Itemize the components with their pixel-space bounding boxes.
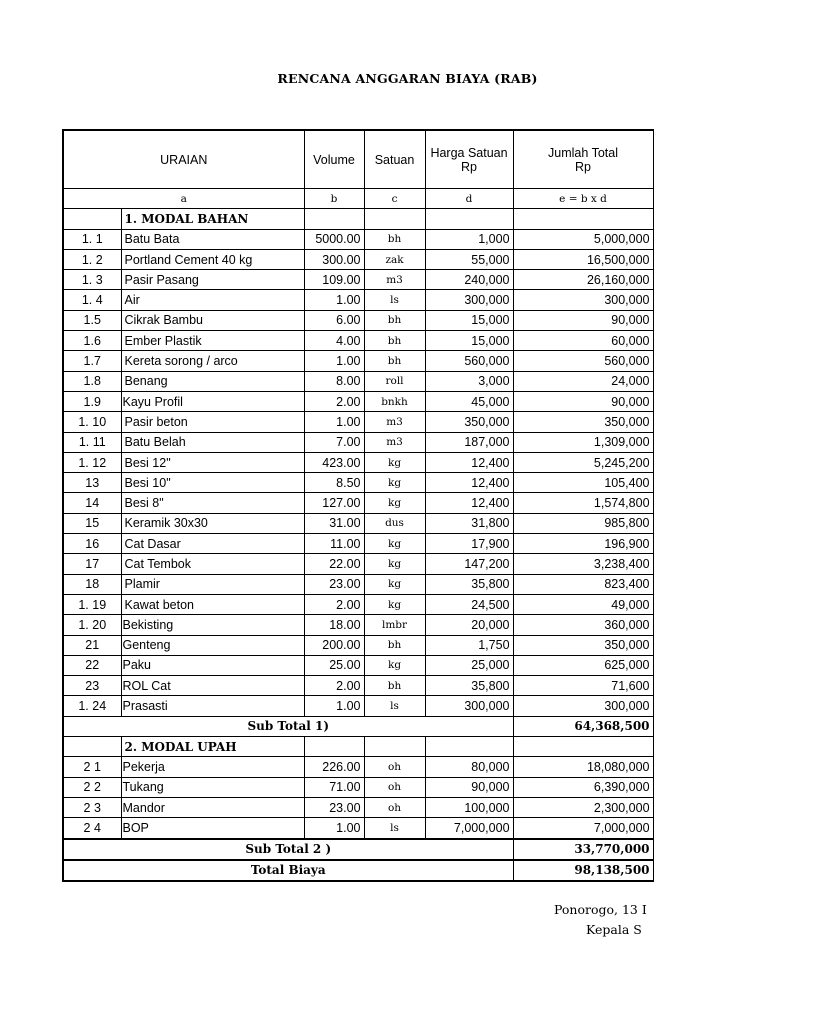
item-satuan: bnkh bbox=[364, 391, 425, 411]
item-name: Mandor bbox=[121, 797, 304, 817]
item-name: ROL Cat bbox=[121, 676, 304, 696]
item-satuan: kg bbox=[364, 473, 425, 493]
item-satuan: kg bbox=[364, 554, 425, 574]
table-row bbox=[63, 818, 653, 839]
table-row bbox=[63, 696, 653, 716]
item-name: Genteng bbox=[121, 635, 304, 655]
item-harga: 350,000 bbox=[425, 412, 513, 432]
subtotal-label: Sub Total 2 ) bbox=[63, 839, 513, 860]
item-name: Kayu Profil bbox=[121, 391, 304, 411]
item-harga: 12,400 bbox=[425, 473, 513, 493]
item-volume: 423.00 bbox=[304, 452, 364, 472]
item-harga: 1,000 bbox=[425, 229, 513, 249]
item-harga: 1,750 bbox=[425, 635, 513, 655]
item-number: 14 bbox=[63, 493, 121, 513]
item-volume: 6.00 bbox=[304, 310, 364, 330]
letter-e: e = b x d bbox=[513, 189, 653, 209]
item-volume: 1.00 bbox=[304, 818, 364, 839]
item-volume: 25.00 bbox=[304, 655, 364, 675]
table-row bbox=[63, 331, 653, 351]
item-satuan: lmbr bbox=[364, 615, 425, 635]
item-satuan: bh bbox=[364, 310, 425, 330]
item-number: 1.9 bbox=[63, 391, 121, 411]
footer-signer: Kepala S bbox=[586, 922, 642, 937]
item-satuan: m3 bbox=[364, 432, 425, 452]
item-harga: 300,000 bbox=[425, 290, 513, 310]
item-harga: 24,500 bbox=[425, 594, 513, 614]
header-harga-line2: Rp bbox=[461, 159, 477, 174]
item-jumlah: 300,000 bbox=[513, 290, 653, 310]
table-row bbox=[63, 391, 653, 411]
item-name: Pekerja bbox=[121, 757, 304, 777]
item-name: Batu Bata bbox=[121, 229, 304, 249]
item-jumlah: 26,160,000 bbox=[513, 270, 653, 290]
item-satuan: dus bbox=[364, 513, 425, 533]
item-jumlah: 71,600 bbox=[513, 676, 653, 696]
total-label: Total Biaya bbox=[63, 860, 513, 881]
item-harga: 35,800 bbox=[425, 676, 513, 696]
item-harga: 12,400 bbox=[425, 452, 513, 472]
item-name: Pasir Pasang bbox=[121, 270, 304, 290]
header-jumlah bbox=[513, 130, 653, 189]
item-satuan: m3 bbox=[364, 270, 425, 290]
item-number: 17 bbox=[63, 554, 121, 574]
letter-d: d bbox=[425, 189, 513, 209]
subtotal-label: Sub Total 1) bbox=[63, 716, 513, 736]
footer-place-date: Ponorogo, 13 I bbox=[554, 902, 647, 917]
item-number: 22 bbox=[63, 655, 121, 675]
item-volume: 2.00 bbox=[304, 676, 364, 696]
item-name: Benang bbox=[121, 371, 304, 391]
item-name: Keramik 30x30 bbox=[121, 513, 304, 533]
table-row bbox=[63, 554, 653, 574]
item-jumlah: 6,390,000 bbox=[513, 777, 653, 797]
item-name: Batu Belah bbox=[121, 432, 304, 452]
item-jumlah: 1,309,000 bbox=[513, 432, 653, 452]
item-number: 23 bbox=[63, 676, 121, 696]
table-row bbox=[63, 473, 653, 493]
item-volume: 1.00 bbox=[304, 351, 364, 371]
item-volume: 1.00 bbox=[304, 696, 364, 716]
item-name: BOP bbox=[121, 818, 304, 839]
item-number: 21 bbox=[63, 635, 121, 655]
item-name: Ember Plastik bbox=[121, 331, 304, 351]
item-volume: 22.00 bbox=[304, 554, 364, 574]
item-name: Paku bbox=[121, 655, 304, 675]
item-satuan: roll bbox=[364, 371, 425, 391]
table-row bbox=[63, 615, 653, 635]
item-number: 2 3 bbox=[63, 797, 121, 817]
item-jumlah: 560,000 bbox=[513, 351, 653, 371]
table-row bbox=[63, 371, 653, 391]
item-number: 13 bbox=[63, 473, 121, 493]
item-jumlah: 49,000 bbox=[513, 594, 653, 614]
section1-title-row bbox=[63, 209, 653, 229]
item-number: 2 4 bbox=[63, 818, 121, 839]
subtotal-row bbox=[63, 839, 653, 860]
item-number: 1. 19 bbox=[63, 594, 121, 614]
item-number: 1.7 bbox=[63, 351, 121, 371]
item-satuan: kg bbox=[364, 594, 425, 614]
item-volume: 2.00 bbox=[304, 391, 364, 411]
item-number: 1.6 bbox=[63, 331, 121, 351]
item-number: 1. 20 bbox=[63, 615, 121, 635]
item-number: 16 bbox=[63, 534, 121, 554]
item-volume: 7.00 bbox=[304, 432, 364, 452]
item-name: Tukang bbox=[121, 777, 304, 797]
item-satuan: bh bbox=[364, 351, 425, 371]
item-number: 1. 2 bbox=[63, 249, 121, 269]
table-row bbox=[63, 534, 653, 554]
item-satuan: oh bbox=[364, 797, 425, 817]
item-harga: 147,200 bbox=[425, 554, 513, 574]
item-harga: 7,000,000 bbox=[425, 818, 513, 839]
table-row bbox=[63, 432, 653, 452]
subtotal-value: 64,368,500 bbox=[513, 716, 653, 736]
item-name: Besi 8" bbox=[121, 493, 304, 513]
item-volume: 23.00 bbox=[304, 797, 364, 817]
table-row bbox=[63, 594, 653, 614]
total-row bbox=[63, 860, 653, 881]
item-satuan: oh bbox=[364, 757, 425, 777]
item-number: 1.5 bbox=[63, 310, 121, 330]
table-row bbox=[63, 452, 653, 472]
item-number: 1. 10 bbox=[63, 412, 121, 432]
item-volume: 300.00 bbox=[304, 249, 364, 269]
item-volume: 18.00 bbox=[304, 615, 364, 635]
item-volume: 200.00 bbox=[304, 635, 364, 655]
item-volume: 1.00 bbox=[304, 290, 364, 310]
item-harga: 15,000 bbox=[425, 310, 513, 330]
table-row bbox=[63, 676, 653, 696]
subtotal-value: 33,770,000 bbox=[513, 839, 653, 860]
subtotal-row bbox=[63, 716, 653, 736]
item-number: 1. 11 bbox=[63, 432, 121, 452]
rab-table bbox=[62, 129, 654, 882]
table-row bbox=[63, 513, 653, 533]
item-satuan: kg bbox=[364, 493, 425, 513]
section2-title: 2. MODAL UPAH bbox=[121, 737, 304, 757]
table-row bbox=[63, 655, 653, 675]
table-row bbox=[63, 757, 653, 777]
table-row bbox=[63, 797, 653, 817]
item-harga: 187,000 bbox=[425, 432, 513, 452]
item-name: Pasir beton bbox=[121, 412, 304, 432]
item-name: Plamir bbox=[121, 574, 304, 594]
item-jumlah: 350,000 bbox=[513, 635, 653, 655]
item-satuan: kg bbox=[364, 534, 425, 554]
item-jumlah: 823,400 bbox=[513, 574, 653, 594]
item-harga: 240,000 bbox=[425, 270, 513, 290]
item-volume: 226.00 bbox=[304, 757, 364, 777]
item-harga: 3,000 bbox=[425, 371, 513, 391]
item-satuan: ls bbox=[364, 818, 425, 839]
item-name: Kawat beton bbox=[121, 594, 304, 614]
item-satuan: kg bbox=[364, 452, 425, 472]
item-harga: 100,000 bbox=[425, 797, 513, 817]
item-jumlah: 2,300,000 bbox=[513, 797, 653, 817]
item-jumlah: 60,000 bbox=[513, 331, 653, 351]
item-jumlah: 196,900 bbox=[513, 534, 653, 554]
header-satuan: Satuan bbox=[364, 130, 425, 189]
item-satuan: zak bbox=[364, 249, 425, 269]
item-harga: 31,800 bbox=[425, 513, 513, 533]
item-jumlah: 90,000 bbox=[513, 391, 653, 411]
table-row bbox=[63, 310, 653, 330]
item-harga: 35,800 bbox=[425, 574, 513, 594]
item-name: Air bbox=[121, 290, 304, 310]
item-name: Cat Dasar bbox=[121, 534, 304, 554]
item-jumlah: 24,000 bbox=[513, 371, 653, 391]
item-jumlah: 300,000 bbox=[513, 696, 653, 716]
item-volume: 5000.00 bbox=[304, 229, 364, 249]
item-number: 2 1 bbox=[63, 757, 121, 777]
letter-c: c bbox=[364, 189, 425, 209]
item-number: 1. 1 bbox=[63, 229, 121, 249]
table-row bbox=[63, 412, 653, 432]
item-jumlah: 5,245,200 bbox=[513, 452, 653, 472]
item-name: Cikrak Bambu bbox=[121, 310, 304, 330]
letter-b: b bbox=[304, 189, 364, 209]
item-number: 1. 4 bbox=[63, 290, 121, 310]
item-name: Besi 10" bbox=[121, 473, 304, 493]
item-harga: 15,000 bbox=[425, 331, 513, 351]
table-row bbox=[63, 290, 653, 310]
rab-table-container bbox=[62, 129, 650, 879]
item-volume: 23.00 bbox=[304, 574, 364, 594]
item-harga: 17,900 bbox=[425, 534, 513, 554]
item-jumlah: 625,000 bbox=[513, 655, 653, 675]
item-volume: 1.00 bbox=[304, 412, 364, 432]
item-number: 2 2 bbox=[63, 777, 121, 797]
item-jumlah: 16,500,000 bbox=[513, 249, 653, 269]
item-name: Kereta sorong / arco bbox=[121, 351, 304, 371]
letter-a: a bbox=[63, 189, 304, 209]
header-jumlah-line1: Jumlah Total bbox=[548, 145, 618, 160]
header-harga bbox=[425, 130, 513, 189]
item-volume: 11.00 bbox=[304, 534, 364, 554]
item-harga: 45,000 bbox=[425, 391, 513, 411]
item-harga: 90,000 bbox=[425, 777, 513, 797]
table-row bbox=[63, 574, 653, 594]
item-jumlah: 7,000,000 bbox=[513, 818, 653, 839]
item-jumlah: 1,574,800 bbox=[513, 493, 653, 513]
item-satuan: bh bbox=[364, 229, 425, 249]
item-number: 1. 12 bbox=[63, 452, 121, 472]
total-value: 98,138,500 bbox=[513, 860, 653, 881]
item-jumlah: 350,000 bbox=[513, 412, 653, 432]
item-volume: 71.00 bbox=[304, 777, 364, 797]
item-satuan: bh bbox=[364, 331, 425, 351]
section2-title-row bbox=[63, 737, 653, 757]
item-number: 1.8 bbox=[63, 371, 121, 391]
item-name: Bekisting bbox=[121, 615, 304, 635]
item-name: Portland Cement 40 kg bbox=[121, 249, 304, 269]
item-number: 18 bbox=[63, 574, 121, 594]
item-satuan: bh bbox=[364, 676, 425, 696]
item-satuan: kg bbox=[364, 655, 425, 675]
item-volume: 127.00 bbox=[304, 493, 364, 513]
item-jumlah: 985,800 bbox=[513, 513, 653, 533]
table-row bbox=[63, 270, 653, 290]
table-row bbox=[63, 777, 653, 797]
item-number: 15 bbox=[63, 513, 121, 533]
item-jumlah: 3,238,400 bbox=[513, 554, 653, 574]
item-harga: 55,000 bbox=[425, 249, 513, 269]
item-name: Cat Tembok bbox=[121, 554, 304, 574]
item-harga: 80,000 bbox=[425, 757, 513, 777]
item-harga: 25,000 bbox=[425, 655, 513, 675]
header-row bbox=[63, 130, 653, 189]
item-jumlah: 18,080,000 bbox=[513, 757, 653, 777]
item-volume: 109.00 bbox=[304, 270, 364, 290]
item-jumlah: 360,000 bbox=[513, 615, 653, 635]
item-volume: 8.00 bbox=[304, 371, 364, 391]
table-row bbox=[63, 229, 653, 249]
header-volume: Volume bbox=[304, 130, 364, 189]
column-letter-row bbox=[63, 189, 653, 209]
page-title: RENCANA ANGGARAN BIAYA (RAB) bbox=[277, 71, 538, 86]
header-jumlah-line2: Rp bbox=[575, 159, 591, 174]
header-uraian: URAIAN bbox=[63, 130, 304, 189]
item-volume: 4.00 bbox=[304, 331, 364, 351]
item-harga: 20,000 bbox=[425, 615, 513, 635]
item-volume: 8.50 bbox=[304, 473, 364, 493]
table-row bbox=[63, 351, 653, 371]
item-satuan: ls bbox=[364, 290, 425, 310]
item-satuan: ls bbox=[364, 696, 425, 716]
item-harga: 12,400 bbox=[425, 493, 513, 513]
item-name: Besi 12" bbox=[121, 452, 304, 472]
table-row bbox=[63, 493, 653, 513]
table-row bbox=[63, 635, 653, 655]
item-jumlah: 105,400 bbox=[513, 473, 653, 493]
item-number: 1. 24 bbox=[63, 696, 121, 716]
item-number: 1. 3 bbox=[63, 270, 121, 290]
item-satuan: bh bbox=[364, 635, 425, 655]
item-jumlah: 5,000,000 bbox=[513, 229, 653, 249]
table-row bbox=[63, 249, 653, 269]
item-harga: 300,000 bbox=[425, 696, 513, 716]
item-harga: 560,000 bbox=[425, 351, 513, 371]
item-satuan: kg bbox=[364, 574, 425, 594]
item-volume: 31.00 bbox=[304, 513, 364, 533]
item-satuan: m3 bbox=[364, 412, 425, 432]
item-name: Prasasti bbox=[121, 696, 304, 716]
item-jumlah: 90,000 bbox=[513, 310, 653, 330]
section1-title: 1. MODAL BAHAN bbox=[121, 209, 304, 229]
header-harga-line1: Harga Satuan bbox=[430, 145, 508, 160]
item-satuan: oh bbox=[364, 777, 425, 797]
item-volume: 2.00 bbox=[304, 594, 364, 614]
